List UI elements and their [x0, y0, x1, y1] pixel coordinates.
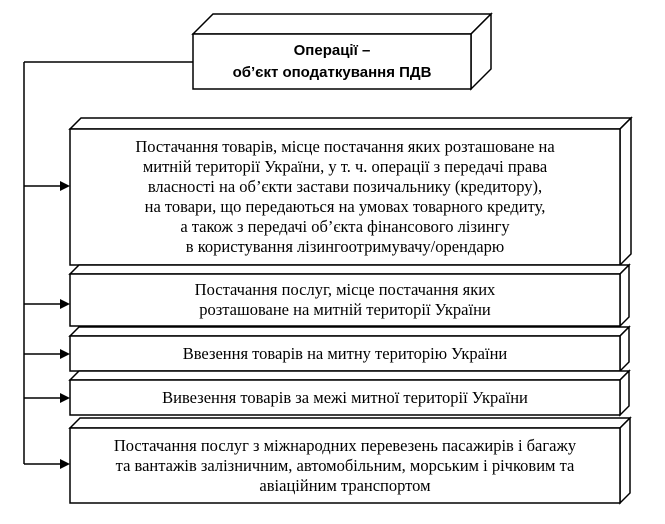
- item-label-3: Ввезення товарів на митну територію України: [182, 343, 508, 363]
- title-label: Операції – об’єкт оподаткування ПДВ: [232, 41, 432, 81]
- item-label-1: Постачання товарів, місце постачання яких розташоване на митній території України, у т. ч. операції з передачі права власності на об’єкти застави позичальнику (кредитору), на товари, що передаються на умовах товарного кредиту, а також з передачі об’єкта фінансового лізингу в користування лізингоотримувачу/орендарю: [135, 137, 555, 256]
- item-label-2: Постачання послуг, місце постачання яких розташоване на митній території України: [194, 280, 496, 319]
- arrowhead-3: [60, 349, 70, 359]
- arrowhead-4: [60, 393, 70, 403]
- arrowhead-1: [60, 181, 70, 191]
- item-label-4: Вивезення товарів за межі митної території України: [162, 387, 528, 407]
- arrowhead-5: [60, 459, 70, 469]
- arrowheads: [60, 181, 70, 469]
- arrowhead-2: [60, 299, 70, 309]
- item-label-5: Постачання послуг з міжнародних перевезень пасажирів і багажу та вантажів залізничним, автомобільним, морським і річковим та авіаційним транспортом: [113, 435, 577, 495]
